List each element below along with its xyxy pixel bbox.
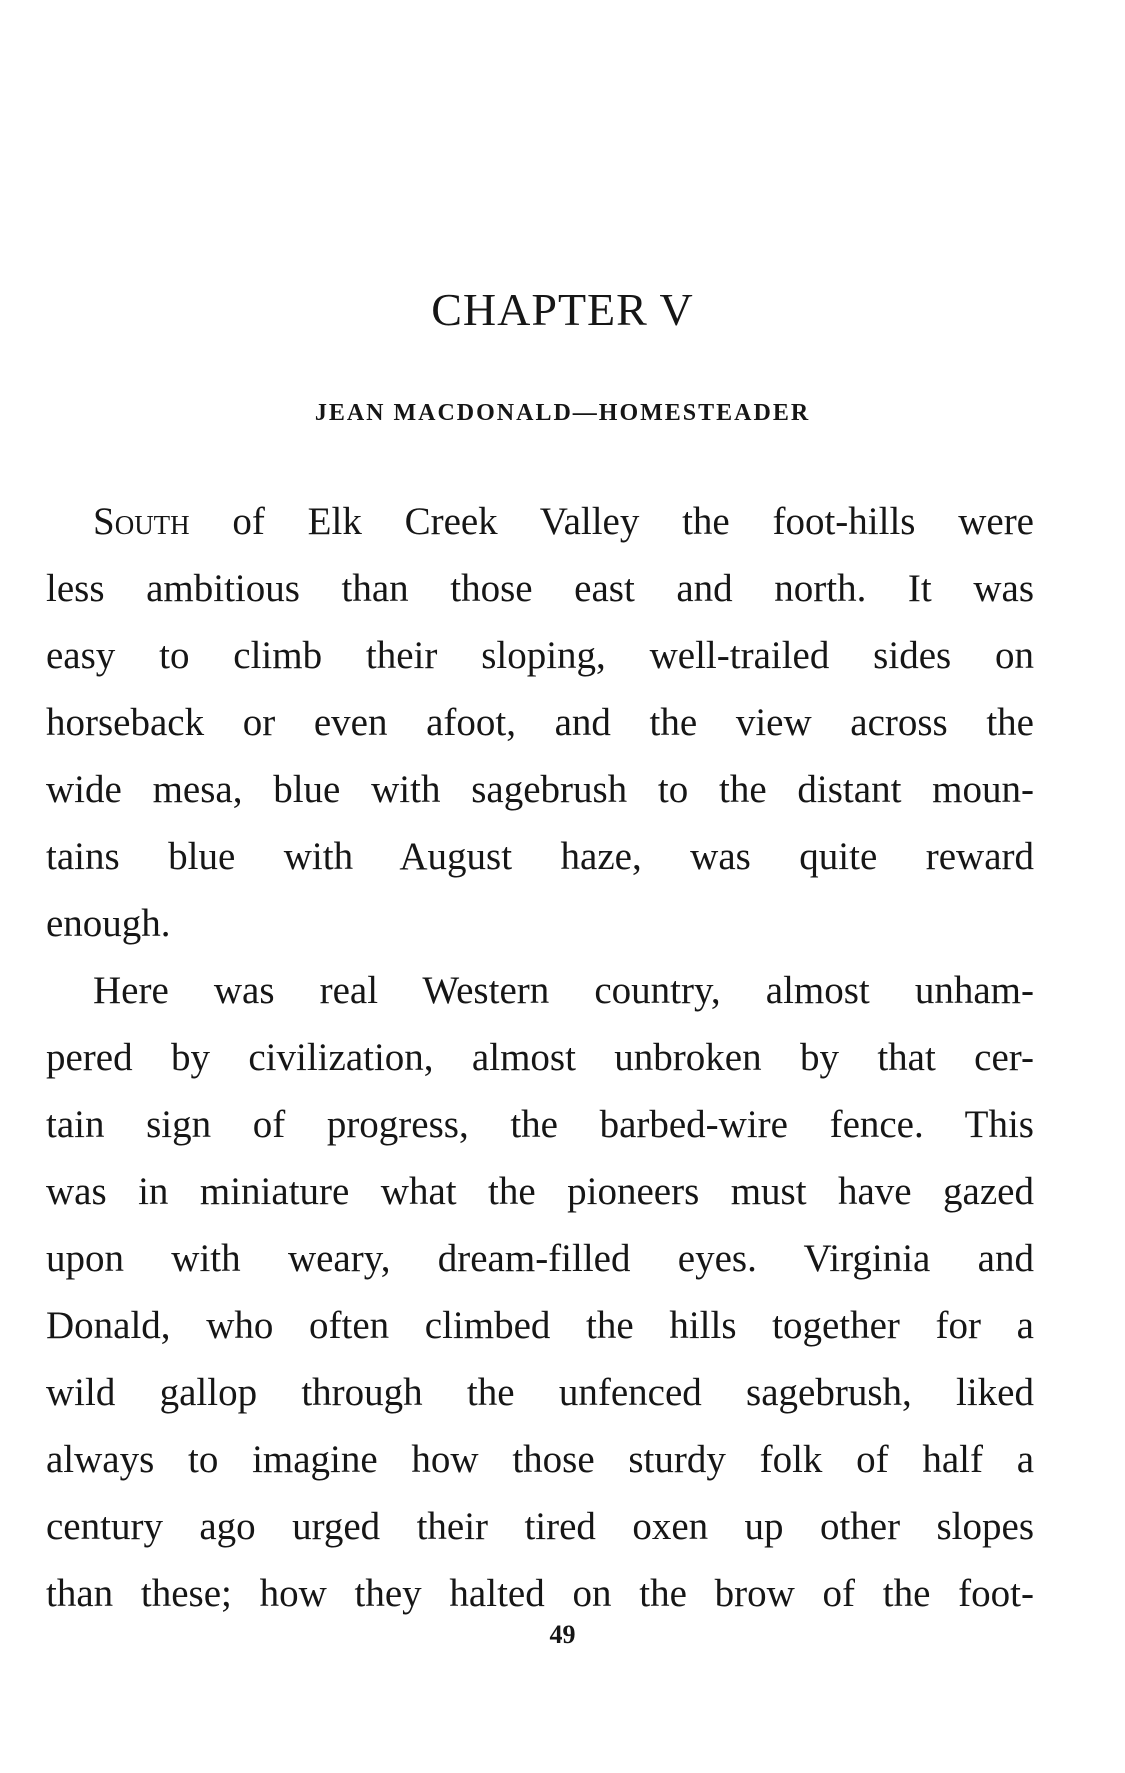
text-line: tain sign of progress, the barbed-wire fence. This <box>46 1103 1034 1146</box>
text-line: century ago urged their tired oxen up other slopes <box>46 1505 1034 1548</box>
chapter-subtitle: JEAN MACDONALD—HOMESTEADER <box>314 400 811 426</box>
text-line: South of Elk Creek Valley the foot-hills were <box>93 500 1034 543</box>
text-line: was in miniature what the pioneers must have gazed <box>46 1170 1034 1213</box>
text-line: tains blue with August haze, was quite reward <box>46 835 1034 878</box>
text-line: enough. <box>46 902 171 945</box>
text-line: pered by civilization, almost unbroken by that cer- <box>46 1036 1034 1079</box>
text-line: always to imagine how those sturdy folk of half a <box>46 1438 1034 1481</box>
page-number: 49 <box>549 1620 576 1649</box>
text-line: wide mesa, blue with sagebrush to the distant moun- <box>46 768 1034 811</box>
text-line: upon with weary, dream-filled eyes. Virginia and <box>46 1237 1034 1280</box>
text-line: horseback or even afoot, and the view across the <box>46 701 1034 744</box>
text-line: easy to climb their sloping, well-trailed sides on <box>46 634 1034 677</box>
text-line: Donald, who often climbed the hills together for a <box>46 1304 1034 1347</box>
text-line: Here was real Western country, almost unham- <box>93 969 1034 1012</box>
text-line: less ambitious than those east and north. It was <box>46 567 1034 610</box>
body-text <box>46 488 1034 1627</box>
text-line: than these; how they halted on the brow of the foot- <box>46 1572 1034 1615</box>
chapter-title: CHAPTER V <box>431 284 694 335</box>
drop-word: South <box>93 500 190 543</box>
text-line: wild gallop through the unfenced sagebrush, liked <box>46 1371 1034 1414</box>
